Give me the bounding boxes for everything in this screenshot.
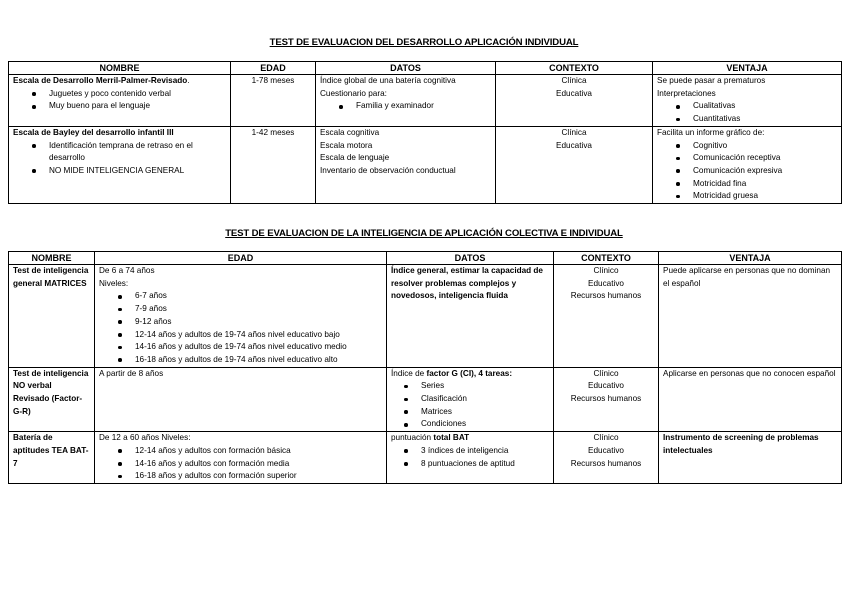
cell-nombre: Test de inteligencia general MATRICES	[9, 265, 95, 368]
age-line: De 12 a 60 años Niveles:	[99, 433, 191, 443]
list-item: 8 puntuaciones de aptitud	[421, 458, 549, 471]
data-bullets	[391, 445, 549, 470]
cell-edad	[95, 432, 387, 484]
age-bullets	[99, 445, 382, 483]
list-item: 6-7 años	[135, 290, 382, 303]
table1-title: TEST DE EVALUACION DEL DESARROLLO APLICACIÓN INDIVIDUAL	[269, 37, 579, 48]
age-bullets	[99, 290, 382, 366]
advantage-line: Facilita un informe gráfico de:	[657, 127, 765, 137]
list-item: 14-16 años y adultos de 19-74 años nivel educativo medio	[135, 341, 382, 354]
list-item: 3 índices de inteligencia	[421, 445, 549, 458]
list-item: Motricidad fina	[693, 178, 837, 191]
cell-ventaja	[653, 75, 842, 127]
test-name: Escala de Desarrollo Merril-Palmer-Revisado	[13, 76, 188, 85]
advantage-bullets	[657, 140, 837, 204]
cell-nombre	[9, 126, 231, 203]
cell-nombre: Test de inteligencia NO verbal Revisado (Factor-G-R)	[9, 367, 95, 432]
header-contexto: CONTEXTO	[554, 252, 659, 265]
name-bullets	[13, 88, 226, 113]
intelligence-tests-table	[8, 251, 842, 484]
list-item: Muy bueno para el lenguaje	[49, 100, 226, 113]
data-bullets	[320, 100, 491, 113]
cell-ventaja	[653, 126, 842, 203]
data-line: Índice global de una batería cognitiva	[320, 76, 456, 85]
context-line: Clínico	[593, 368, 619, 378]
context-line: Educativo	[588, 278, 624, 288]
cell-datos	[387, 367, 554, 432]
list-item: Comunicación expresiva	[693, 165, 837, 178]
list-item: Cuantitativas	[693, 113, 837, 126]
test-name: Escala de Bayley del desarrollo infantil III	[13, 127, 174, 137]
data-line: Cuestionario para:	[320, 88, 387, 98]
cell-nombre: Batería de aptitudes TEA BAT-7	[9, 432, 95, 484]
cell-nombre	[9, 75, 231, 127]
data-line: Inventario de observación conductual	[320, 165, 456, 175]
list-item: Motricidad gruesa	[693, 190, 837, 203]
table-row	[9, 265, 842, 368]
development-tests-table	[8, 61, 842, 204]
table-row	[9, 126, 842, 203]
cell-contexto	[496, 75, 653, 127]
data-line: Escala de lenguaje	[320, 153, 390, 163]
header-nombre: NOMBRE	[9, 62, 231, 75]
cell-ventaja: Instrumento de screening de problemas intelectuales	[659, 432, 842, 484]
cell-datos	[316, 126, 496, 203]
list-item: NO MIDE INTELIGENCIA GENERAL	[49, 165, 226, 178]
context-line: Recursos humanos	[570, 394, 642, 404]
age-line: De 6 a 74 años	[99, 266, 155, 275]
list-item: Clasificación	[421, 393, 549, 406]
list-item: 16-18 años y adultos de 19-74 años nivel educativo alto	[135, 354, 382, 367]
list-item: Cognitivo	[693, 140, 837, 153]
list-item: Familia y examinador	[356, 100, 491, 113]
list-item: Juguetes y poco contenido verbal	[49, 88, 226, 101]
header-contexto: CONTEXTO	[496, 62, 653, 75]
list-item: 16-18 años y adultos con formación superior	[135, 470, 382, 483]
header-datos: DATOS	[316, 62, 496, 75]
advantage-line: Interpretaciones	[657, 88, 716, 98]
list-item: Series	[421, 380, 549, 393]
cell-edad: 1-78 meses	[231, 75, 316, 127]
list-item: 14-16 años y adultos con formación media	[135, 458, 382, 471]
cell-datos	[387, 432, 554, 484]
context-line: Recursos humanos	[570, 458, 642, 468]
advantage-line: Se puede pasar a prematuros	[657, 76, 766, 85]
cell-edad	[95, 265, 387, 368]
test-name-suffix: .	[187, 76, 190, 85]
data-prefix: Índice de	[391, 368, 427, 378]
data-bold: factor G (CI), 4 tareas:	[426, 368, 513, 378]
list-item: 9-12 años	[135, 316, 382, 329]
data-prefix: puntuación	[391, 433, 434, 443]
table-row	[9, 367, 842, 432]
list-item: Identificación temprana de retraso en el desarrollo	[49, 140, 226, 165]
cell-contexto	[496, 126, 653, 203]
cell-contexto	[554, 367, 659, 432]
data-bold: total BAT	[433, 433, 470, 443]
data-bullets	[391, 380, 549, 431]
name-bullets	[13, 140, 226, 178]
list-item: Condiciones	[421, 418, 549, 431]
context-line: Educativo	[588, 381, 624, 391]
header-datos: DATOS	[387, 252, 554, 265]
header-edad: EDAD	[231, 62, 316, 75]
data-line: Escala cognitiva	[320, 127, 380, 137]
context-line: Educativo	[588, 445, 624, 455]
table-header-row	[9, 252, 842, 265]
cell-datos: Índice general, estimar la capacidad de resolver problemas complejos y novedosos, inteligencia fluida	[387, 265, 554, 368]
header-nombre: NOMBRE	[9, 252, 95, 265]
context-line: Educativa	[556, 140, 592, 150]
list-item: Comunicación receptiva	[693, 152, 837, 165]
context-line: Clínico	[593, 433, 619, 443]
cell-datos	[316, 75, 496, 127]
header-ventaja: VENTAJA	[659, 252, 842, 265]
cell-ventaja: Aplicarse en personas que no conocen español	[659, 367, 842, 432]
header-edad: EDAD	[95, 252, 387, 265]
context-line: Clínica	[561, 76, 587, 85]
context-line: Clínico	[593, 266, 619, 275]
list-item: Cualitativas	[693, 100, 837, 113]
cell-edad: 1-42 meses	[231, 126, 316, 203]
cell-edad: A partir de 8 años	[95, 367, 387, 432]
context-line: Recursos humanos	[570, 291, 642, 301]
context-line: Clínica	[561, 127, 587, 137]
table2-title: TEST DE EVALUACION DE LA INTELIGENCIA DE APLICACIÓN COLECTIVA E INDIVIDUAL	[225, 228, 623, 239]
header-ventaja: VENTAJA	[653, 62, 842, 75]
table-row	[9, 75, 842, 127]
table-header-row	[9, 62, 842, 75]
list-item: 7-9 años	[135, 303, 382, 316]
cell-contexto	[554, 265, 659, 368]
data-line: Escala motora	[320, 140, 373, 150]
cell-ventaja: Puede aplicarse en personas que no dominan el español	[659, 265, 842, 368]
table-row	[9, 432, 842, 484]
advantage-bullets	[657, 100, 837, 125]
list-item: 12-14 años y adultos de 19-74 años nivel educativo bajo	[135, 329, 382, 342]
list-item: Matrices	[421, 406, 549, 419]
context-line: Educativa	[556, 88, 592, 98]
list-item: 12-14 años y adultos con formación básica	[135, 445, 382, 458]
cell-contexto	[554, 432, 659, 484]
age-line: Niveles:	[99, 278, 129, 288]
